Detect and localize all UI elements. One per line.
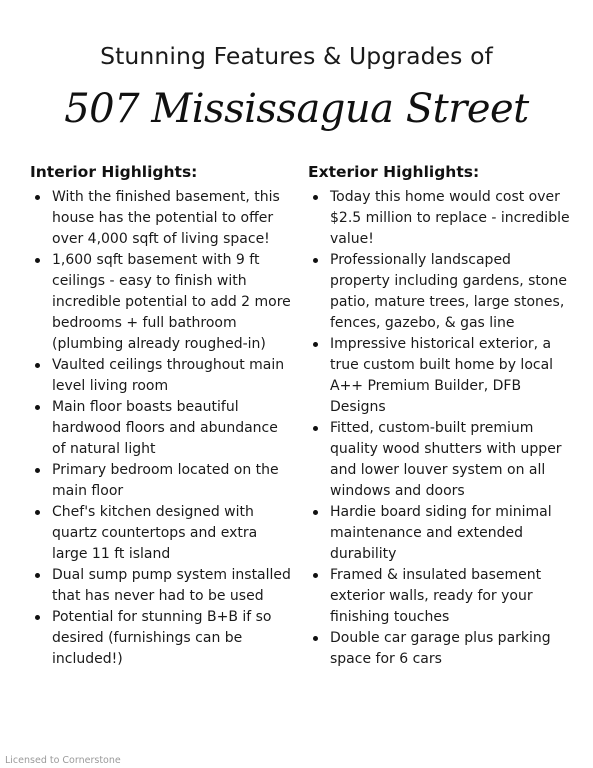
- list-item-text: Fitted, custom-built premium quality wood shutters with upper and lower louver system on all windows and doors: [330, 420, 562, 499]
- bullet-icon: [313, 258, 318, 263]
- property-address: 507 Mississagua Street: [64, 86, 529, 132]
- bullet-icon: [313, 426, 318, 431]
- list-item-text: Professionally landscaped property including gardens, stone patio, mature trees, large stones, fences, gazebo, & gas line: [330, 252, 567, 331]
- bullet-icon: [313, 636, 318, 641]
- list-item: [308, 250, 570, 334]
- list-item: [308, 187, 570, 250]
- list-item: [308, 502, 570, 565]
- list-item: [308, 334, 570, 418]
- list-item: [30, 607, 292, 670]
- bullet-icon: [35, 405, 40, 410]
- list-item: [30, 397, 292, 460]
- interior-highlights-heading: Interior Highlights:: [30, 163, 198, 181]
- exterior-highlights-section: [308, 162, 570, 670]
- bullet-icon: [35, 510, 40, 515]
- list-item-text: Dual sump pump system installed that has never had to be used: [52, 567, 291, 604]
- list-item: [30, 187, 292, 250]
- bullet-icon: [35, 468, 40, 473]
- exterior-highlights-list: [308, 187, 570, 670]
- page-title: Stunning Features & Upgrades of: [100, 42, 493, 70]
- exterior-highlights-heading: Exterior Highlights:: [308, 163, 480, 181]
- list-item-text: With the finished basement, this house has the potential to offer over 4,000 sqft of living space!: [52, 189, 280, 247]
- list-item-text: Double car garage plus parking space for 6 cars: [330, 630, 551, 667]
- list-item: [30, 565, 292, 607]
- bullet-icon: [35, 195, 40, 200]
- interior-highlights-section: [30, 162, 292, 670]
- list-item-text: Today this home would cost over $2.5 million to replace - incredible value!: [330, 189, 570, 247]
- list-item-text: Hardie board siding for minimal maintenance and extended durability: [330, 504, 552, 562]
- list-item-text: Potential for stunning B+B if so desired (furnishings can be included!): [52, 609, 272, 667]
- bullet-icon: [35, 258, 40, 263]
- list-item: [308, 628, 570, 670]
- list-item: [30, 355, 292, 397]
- license-footer: Licensed to Cornerstone: [5, 755, 121, 766]
- list-item-text: 1,600 sqft basement with 9 ft ceilings - easy to finish with incredible potential to add 2 more bedrooms + full bathroom (plumbing already roughed-in): [52, 252, 291, 352]
- list-item: [308, 418, 570, 502]
- list-item: [308, 565, 570, 628]
- bullet-icon: [35, 573, 40, 578]
- bullet-icon: [313, 195, 318, 200]
- list-item-text: Impressive historical exterior, a true custom built home by local A++ Premium Builder, DFB Designs: [330, 336, 554, 415]
- list-item-text: Framed & insulated basement exterior walls, ready for your finishing touches: [330, 567, 542, 625]
- list-item-text: Primary bedroom located on the main floor: [52, 462, 279, 499]
- list-item-text: Vaulted ceilings throughout main level living room: [52, 357, 285, 394]
- bullet-icon: [313, 573, 318, 578]
- bullet-icon: [313, 510, 318, 515]
- list-item-text: Chef's kitchen designed with quartz countertops and extra large 11 ft island: [52, 504, 258, 562]
- interior-highlights-list: [30, 187, 292, 670]
- bullet-icon: [35, 615, 40, 620]
- bullet-icon: [35, 363, 40, 368]
- list-item-text: Main floor boasts beautiful hardwood floors and abundance of natural light: [52, 399, 278, 457]
- list-item: [30, 460, 292, 502]
- bullet-icon: [313, 342, 318, 347]
- list-item: [30, 502, 292, 565]
- list-item: [30, 250, 292, 355]
